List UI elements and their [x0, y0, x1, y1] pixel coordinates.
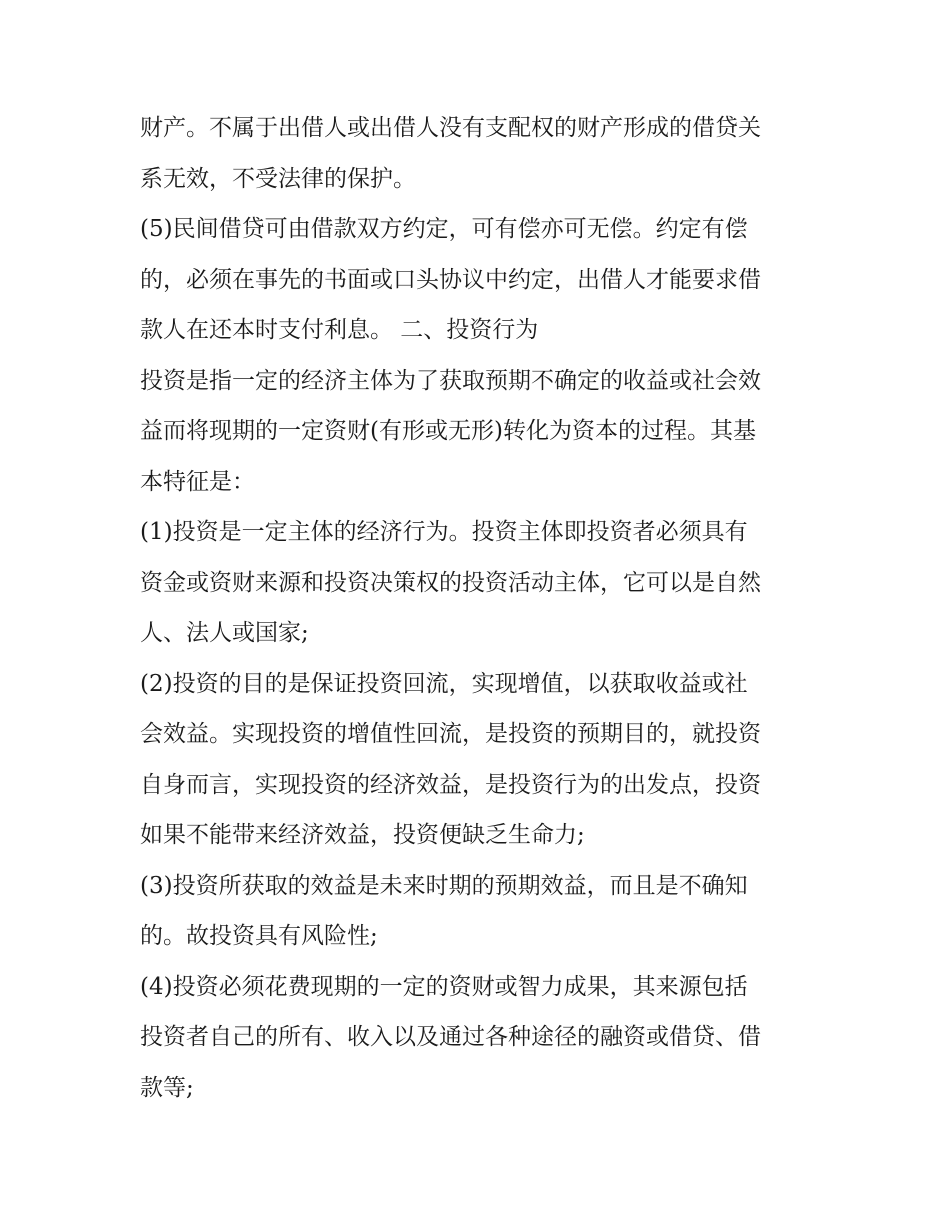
text-line: 款人在还本时支付利息。 二、投资行为 [140, 317, 539, 343]
text-line: 财产。不属于出借人或出借人没有支配权的财产形成的借贷关 [140, 115, 761, 141]
text-line: 会效益。实现投资的增值性回流，是投资的预期目的，就投资 [140, 721, 761, 747]
text-line: 如果不能带来经济效益，投资便缺乏生命力; [140, 822, 585, 848]
text-line: 投资者自己的所有、收入以及通过各种途径的融资或借贷、借 [140, 1024, 761, 1050]
text-line: 资金或资财来源和投资决策权的投资活动主体，它可以是自然 [140, 569, 761, 596]
text-line: 自身而言，实现投资的经济效益，是投资行为的出发点，投资 [140, 771, 761, 798]
text-line: 投资是指一定的经济主体为了获取预期不确定的收益或社会效 [140, 367, 761, 394]
text-line: (1)投资是一定主体的经济行为。投资主体即投资者必须具有 [140, 519, 748, 545]
text-line: 人、法人或国家; [140, 620, 309, 646]
text-line: (3)投资所获取的效益是未来时期的预期效益，而且是不确知 [140, 872, 748, 899]
text-line: 款等; [140, 1074, 194, 1101]
text-line: 的，必须在事先的书面或口头协议中约定，出借人才能要求借 [140, 266, 761, 293]
text-line: 本特征是： [140, 468, 255, 495]
text-line: (2)投资的目的是保证投资回流，实现增值，以获取收益或社 [140, 670, 748, 697]
text-line: (5)民间借贷可由借款双方约定，可有偿亦可无偿。约定有偿 [140, 216, 748, 242]
text-line: 的。故投资具有风险性; [140, 923, 378, 949]
text-line: 系无效，不受法律的保护。 [140, 165, 416, 192]
text-line: (4)投资必须花费现期的一定的资财或智力成果，其来源包括 [140, 973, 748, 1000]
body-text [140, 103, 820, 1113]
text-line: 益而将现期的一定资财(有形或无形)转化为资本的过程。其基 [140, 418, 756, 444]
